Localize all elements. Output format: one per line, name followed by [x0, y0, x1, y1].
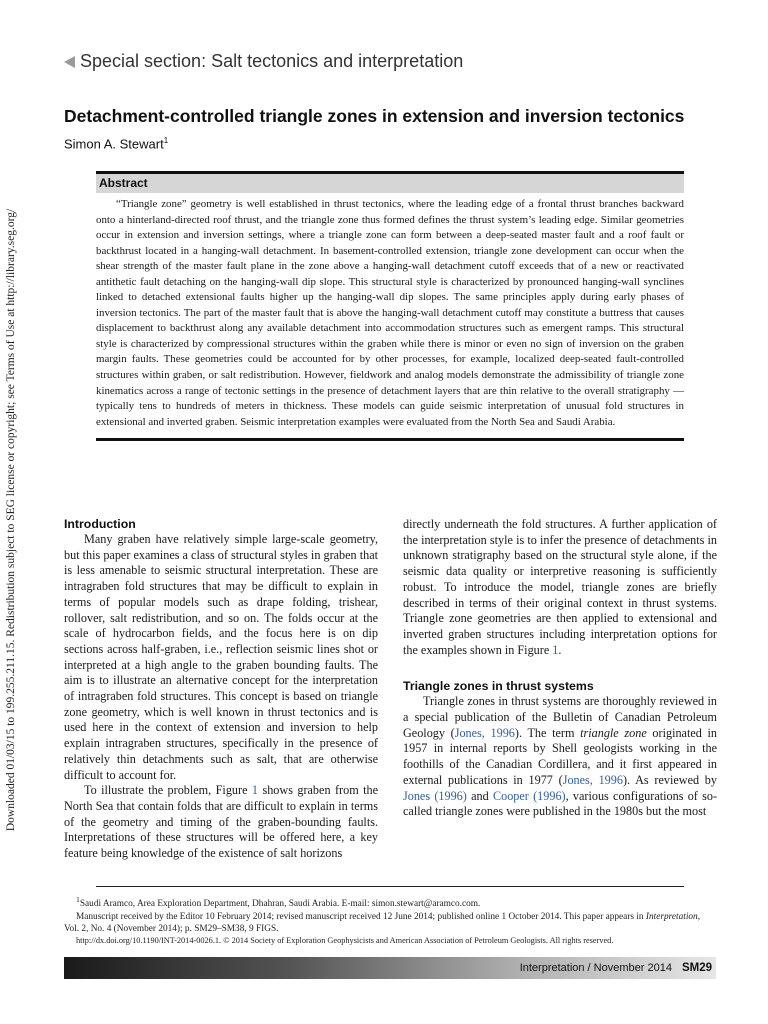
section-header: [64, 51, 463, 72]
reference-link[interactable]: Jones (1996): [403, 788, 467, 803]
text-span: shows graben from the North Sea that contain folds that are difficult to explain in terms of the geometry and timing of the graben-bounding faults. Interpretations of these structures will be offered here, a key feature being knowledge of the existence of salt horizons: [64, 783, 378, 861]
text-span: Manuscript received by the Editor 10 February 2014; revised manuscript received 12 June 2014; published online 1 October 2014. This paper appears in: [76, 911, 646, 922]
triangle-zones-paragraph: [403, 694, 717, 820]
text-span: To illustrate the problem, Figure: [84, 783, 252, 798]
abstract-body: “Triangle zone” geometry is well established in thrust tectonics, where the leading edge of a frontal thrust branches backward onto a hinterland-directed roof thrust, and the triangle zone thus formed defines the thrust system’s leading edge. Similar geometries occur in extension and inversion settings, where a triangle zone can form between a deep-seated master fault and a roof fault or backthrust located in a hanging-wall detachment. In basement-controlled extension, triangle zone development can occur when the shear strength of the master fault plane in the zone above a hanging-wall detachment cutoff exceeds that of a new or reactivated antithetic fault detaching on the hanging-wall dip slope. This structural style is characterized by pronounced hanging-wall synclines linked to detached extensional faults higher up the hanging-wall dip slopes. The same principles apply during early phases of inversion tectonics. The part of the master fault that is above the hanging-wall detachment cutoff may constitute a buttress that causes displacement to backthrust along any available detachment into accommodation structures such as emergent ramps. This structural style is characterized by compressional structures within the graben while there is minor or even no sign of inversion on the graben margin faults. These geometries could be accounted for by other processes, for example, localized deep-seated fault-controlled structures within graben, or salt redistribution. However, fieldwork and analog models demonstrate the admissibility of triangle zone kinematics across a range of tectonic settings in the presence of detachment layers that are thin relative to the overall stratigraphy — typically tens to hundreds of meters in thickness. These models can guide seismic interpretation of unusual fold structures in extensional and inverted graben. Seismic interpretation examples were evaluated from the North Sea and Saudi Arabia.: [96, 198, 684, 428]
author-affiliation-mark: 1: [163, 136, 169, 145]
text-span: ). As reviewed by: [622, 772, 717, 787]
reference-link[interactable]: Cooper (1996): [492, 788, 566, 803]
download-notice: [2, 155, 20, 885]
abstract: [96, 171, 684, 441]
footnote-affiliation: [64, 894, 716, 911]
triangle-zones-heading: Triangle zones in thrust systems: [403, 679, 594, 694]
footnote-manuscript: [64, 911, 716, 936]
footnote-rule: [96, 886, 684, 887]
column-right: [403, 517, 717, 820]
journal-name: Interpretation: [645, 911, 698, 922]
page-footer: [64, 957, 716, 979]
introduction-heading: Introduction: [64, 517, 136, 531]
footnote-mark: 1: [76, 895, 80, 904]
introduction-paragraph-1: Many graben have relatively simple large-scale geometry, but this paper examines a class of structural styles in graben that is less amenable to seismic structural interpretation. These are intragraben fold structures that may be difficult to explain in terms of popular models such as drape folding, trishear, rollover, salt redistribution, and so on. The folds occur at the scale of hydrocarbon fields, and the focus here is on dip sections across half-graben, i.e., reflection seismic lines shot or interpreted at a high angle to the graben bounding faults. The aim is to illustrate an alternative concept for the interpretation of intragraben fold structures. This concept is based on triangle zone geometry, which is well known in thrust tectonics and is used here in the context of extension and inversion to help explain intragraben structures, specifically in the presence of relatively thin detachments such as salt, that are otherwise difficult to account for.: [64, 532, 378, 782]
abstract-heading: Abstract: [96, 174, 684, 193]
page-number: SM29: [681, 962, 712, 974]
footer-journal: Interpretation / November 2014: [519, 962, 672, 974]
figure-link[interactable]: 1: [251, 783, 259, 798]
text-span: , Vol. 2, No. 4 (November 2014); p. SM29–SM38, 9 FIGS.: [64, 911, 701, 934]
text-span: Triangle zones in thrust systems are thoroughly reviewed in a special publication of the Bulletin of Canadian Petroleum Geology (: [403, 694, 717, 740]
reference-link[interactable]: Jones, 1996: [454, 725, 515, 740]
text-span: ). The term: [514, 725, 581, 740]
introduction-paragraph-2-continued: [403, 517, 717, 658]
author-name: Simon A. Stewart: [64, 136, 164, 152]
text-span: , various configurations of so-called triangle zones were published in the 1980s but the most: [403, 788, 718, 819]
text-span: originated in 1957 in internal reports by Shell geologists working in the foothills of the Canadian Cordillera, and it first appeared in external publications in 1977 (: [403, 725, 718, 787]
introduction-paragraph-2: [64, 783, 378, 862]
term-triangle-zone: triangle zone: [580, 725, 647, 740]
reference-link[interactable]: Jones, 1996: [562, 772, 623, 787]
triangle-left-icon: [64, 56, 75, 68]
text-span: directly underneath the fold structures. A further application of the interpretation style is to infer the presence of detachments in unknown stratigraphy based on the structural style alone, if the seismic data quality or interpretive reasoning is sufficiently robust. To introduce the model, triangle zones are briefly described in terms of their original context in thrust systems. Triangle zone geometries are then applied to extensional and inverted graben structures including interpretation options for the examples shown in Figure: [403, 517, 717, 657]
footnotes: [64, 894, 716, 948]
figure-link[interactable]: 1: [552, 642, 559, 657]
column-left: [64, 517, 378, 862]
footnote-doi: http://dx.doi.org/10.1190/INT-2014-0026.1. © 2014 Society of Exploration Geophysicists and American Association of Petroleum Geologists. All rights reserved.: [76, 936, 614, 946]
text-span: and: [466, 788, 493, 803]
section-label: Special section: Salt tectonics and interpretation: [80, 51, 464, 71]
article-title: Detachment-controlled triangle zones in extension and inversion tectonics: [64, 106, 685, 126]
download-notice-text: Downloaded 01/03/15 to 199.255.211.15. Redistribution subject to SEG license or copyright; see Terms of Use at http://library.seg.org/: [5, 208, 17, 832]
affiliation-text: Saudi Aramco, Area Exploration Department, Dhahran, Saudi Arabia. E-mail: simon.stewart@aramco.com.: [79, 899, 481, 910]
abstract-bottom-rule: [96, 438, 684, 441]
text-span: .: [558, 642, 562, 657]
author-line: [64, 136, 168, 151]
